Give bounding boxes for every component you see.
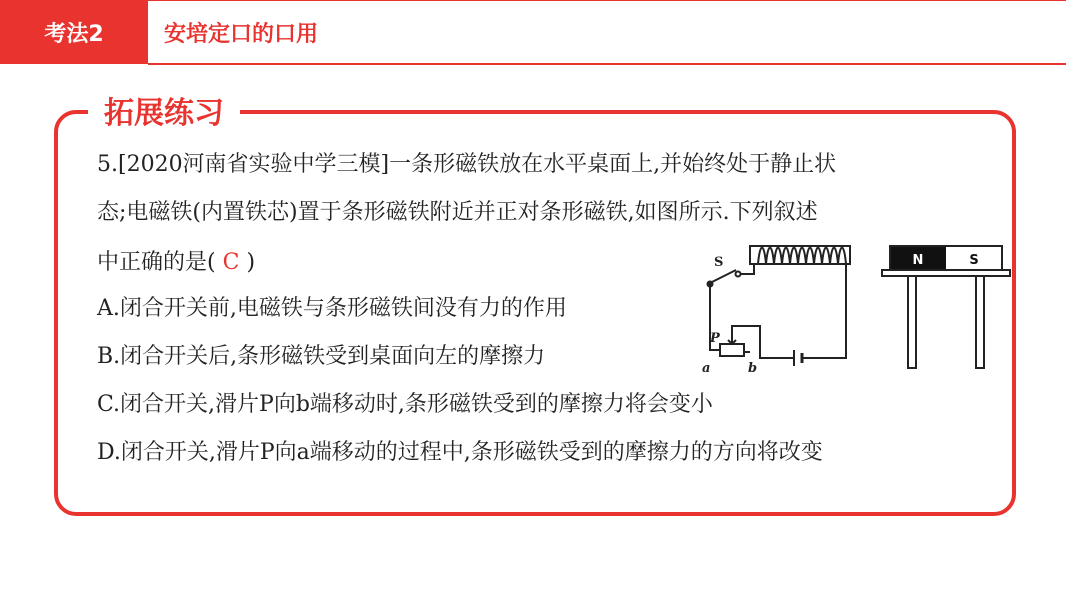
wire-right [810,264,846,358]
switch-pivot [708,282,713,287]
magnet-n-label: N [912,253,924,268]
option-a: A.闭合开关前,电磁铁与条形磁铁间没有力的作用 [97,296,567,321]
end-b-label: b [748,361,758,375]
electromagnet-coil [758,248,846,265]
table-leg-left [908,276,916,368]
question-line-2: 态;电磁铁(内置铁芯)置于条形磁铁附近并正对条形磁铁,如图所示.下列叙述 [97,200,818,225]
question-line-3 [97,248,255,278]
table-leg-right [976,276,984,368]
slider-wire [732,326,788,358]
page-title: 安培定口的口用 [164,21,319,47]
question-line-1: 5.[2020河南省实验中学三模]一条形磁铁放在水平桌面上,并始终处于静止状 [97,152,837,177]
circuit-figure [690,240,1020,375]
option-c: C.闭合开关,滑片P向b端移动时,条形磁铁受到的摩擦力将会变小 [97,392,713,417]
answer-letter: C [222,250,240,275]
end-a-label: a [702,361,711,375]
option-b: B.闭合开关后,条形磁铁受到桌面向左的摩擦力 [97,344,546,369]
header-rule [148,63,1066,65]
rheostat-body [720,344,744,356]
method-tag: 考法2 [0,0,148,64]
magnet-s-label: S [969,253,979,268]
switch-blade [712,270,736,282]
option-d: D.闭合开关,滑片P向a端移动的过程中,条形磁铁受到的摩擦力的方向将改变 [97,440,823,465]
question-prefix: 中正确的是( [97,250,216,275]
switch-label: S [714,255,724,270]
question-suffix: ) [246,250,256,275]
switch-contact [736,272,741,277]
slider-label: P [710,331,720,346]
section-title: 拓展练习 [88,94,240,134]
